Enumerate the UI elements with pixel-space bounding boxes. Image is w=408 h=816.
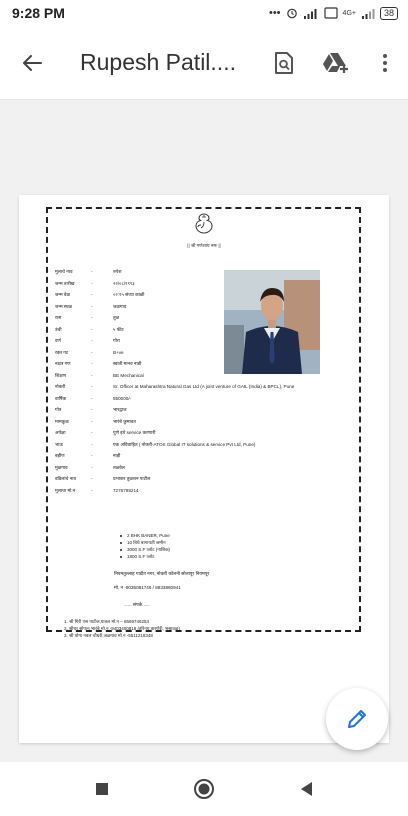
list-item: 1. श्री गिरी एस पाटील,यावल मो.न – 8669746254	[64, 619, 150, 624]
alarm-icon	[286, 7, 298, 19]
row-label: उंची	[55, 326, 62, 332]
list-item: 3. श्री योगा नवल चौधरी,जळगाव मो.न -5511218348	[64, 633, 153, 638]
biodata-row: शिक्षण - BE Mechanical	[55, 372, 144, 378]
biodata-row: मुलाचा मो.न - 7276788214	[55, 487, 139, 493]
row-value: २२/०८/१९९३	[113, 280, 135, 286]
row-label: जन्म वेळ	[55, 292, 70, 297]
list-item: 2. श्रीधर सोपान भारंबे मो.न -9403400818 (हरिनय वारणेरी, भुसावळ)	[64, 626, 180, 631]
row-label: वडिलांचे नाव	[55, 476, 76, 481]
app-bar-actions	[258, 26, 408, 100]
biodata-row: रास - तुळ	[55, 315, 120, 320]
row-label: रास	[55, 315, 62, 320]
biodata-row: अपेक्षा - पुणे इथे service करणारी	[55, 430, 156, 435]
row-label: रक्त गट	[55, 349, 69, 355]
list-item: 3000 S.F प्लॉट (नाशिक)	[119, 546, 170, 553]
status-time: 9:28 PM	[12, 5, 65, 21]
row-label: मुलाचे नाव	[55, 269, 73, 274]
status-bar	[0, 0, 408, 26]
profile-photo	[224, 270, 320, 374]
row-value: 550000/-	[113, 395, 132, 401]
row-value: पुणे इथे service करणारी	[113, 430, 156, 435]
row-label: वार्षिक	[55, 395, 67, 401]
row-label: मामकुळ	[55, 418, 69, 424]
edit-pencil-icon	[346, 708, 368, 730]
row-value: Sr. Officer at Maharashtra Natural Gas Ltd (A joint venture of GAIL (India) & BPCL), Pune	[113, 384, 295, 389]
row-value: भारद्वाज	[113, 407, 127, 412]
biodata-row: मामकुळ - भारंबे कुमावत	[55, 418, 136, 424]
property-list	[119, 532, 170, 560]
biodata-row: नोकरी - Sr. Officer at Maharashtra Natural Gas Ltd (A joint venture of GAIL (India) & BPCL), Pune	[55, 384, 295, 389]
row-label: अपेक्षा	[55, 430, 66, 435]
list-item: 1800 S.F प्लॉट	[119, 553, 170, 560]
row-label: भाऊ	[55, 441, 64, 447]
row-label: मुळगाव	[55, 464, 68, 470]
biodata-row: वर्ण - गोरा	[55, 338, 120, 343]
biodata-row: जन्म स्थळ - जळगाव	[55, 303, 127, 309]
row-label: बहीण	[55, 453, 65, 458]
row-value: B+ve	[113, 349, 124, 355]
back-arrow-icon[interactable]	[0, 26, 64, 100]
row-label: गोत्र	[55, 407, 62, 412]
row-value: जळगाव	[113, 303, 127, 309]
row-value: गोरा	[113, 338, 120, 343]
edit-button[interactable]	[326, 688, 388, 750]
biodata-row: नक्षत्र गण - स्वाती मानव नाडी	[55, 361, 142, 366]
biodata-row: जन्म तारीख - २२/०८/१९९३	[55, 280, 135, 286]
back-icon[interactable]	[286, 769, 326, 809]
battery-icon: 38	[380, 7, 398, 20]
references-list	[64, 618, 180, 639]
more-vert-icon[interactable]	[362, 26, 408, 100]
list-item: 2 BHK BANER, Pune	[119, 532, 170, 539]
biodata-row: गोत्र - भारद्वाज	[55, 407, 127, 412]
biodata-row: बहीण - नाही	[55, 453, 121, 458]
pdf-page	[19, 195, 389, 743]
row-value: BE Mechanical	[113, 372, 144, 378]
row-value: तळवेल	[113, 464, 125, 470]
network-type-text: 4G+	[342, 9, 356, 17]
row-value: नाही	[113, 453, 121, 458]
row-value: ५ फीट	[113, 326, 124, 332]
row-label: वर्ण	[55, 338, 61, 343]
recent-apps-icon[interactable]	[82, 769, 122, 809]
blessing-text: || श्री गणेशाय नमः ||	[187, 243, 221, 248]
row-value: रुपेश	[113, 269, 122, 274]
biodata-row: मुळगाव - तळवेल	[55, 464, 125, 470]
biodata-row: उंची - ५ फीट	[55, 326, 124, 332]
add-to-drive-icon[interactable]	[310, 26, 362, 100]
biodata-row: भाऊ - एक अविवाहित ( नोकरी-ATOS Global IT solutions & service Pvt Ltd, Pune)	[55, 441, 256, 447]
row-label: नोकरी	[55, 384, 66, 389]
biodata-row: वडिलांचे नाव - प्रभाकर तुळशन पाटील	[55, 476, 151, 481]
row-value: एक अविवाहित ( नोकरी-ATOS Global IT solutions & service Pvt Ltd, Pune)	[113, 441, 256, 447]
ganesha-logo-icon	[190, 211, 218, 237]
volte-icon	[324, 7, 338, 19]
document-viewer[interactable]	[0, 100, 408, 762]
row-label: जन्म स्थळ	[55, 303, 73, 309]
biodata-row: रक्त गट - B+ve	[55, 349, 124, 355]
row-value: प्रभाकर तुळशन पाटील	[113, 476, 151, 481]
app-bar	[0, 26, 408, 100]
row-label: नक्षत्र गण	[55, 361, 71, 366]
biodata-row: जन्म वेळ - ०२:१५ संध्या काळी	[55, 292, 145, 297]
document-title: Rupesh Patil....	[80, 49, 236, 75]
row-value: स्वाती मानव नाडी	[113, 361, 142, 366]
status-icons	[269, 7, 398, 20]
more-dots-icon: •••	[268, 7, 281, 19]
contact-heading: ...... संपर्क......	[124, 602, 150, 607]
row-label: शिक्षण	[55, 372, 66, 378]
find-in-page-icon[interactable]	[258, 26, 310, 100]
system-nav-bar	[0, 762, 408, 816]
row-label: जन्म तारीख	[55, 280, 75, 286]
biodata-row: वार्षिक - 550000/-	[55, 395, 132, 401]
row-value: भारंबे कुमावत	[113, 418, 136, 424]
signal-2-icon	[361, 8, 375, 19]
row-value: ०२:१५ संध्या काळी	[113, 292, 145, 297]
phones-text: मो. न -9035081746 / 8833880941	[114, 585, 181, 590]
biodata-row: मुलाचे नाव - रुपेश	[55, 269, 122, 274]
row-label: मुलाचा मो.न	[55, 487, 76, 493]
list-item: 10 बिघे बागायती जमीन	[119, 539, 170, 546]
address-text: नियमतुल्लाह गाडीत नगर, नोकरी कॉलनी सोलापूर नियमपूर	[114, 571, 210, 576]
row-value: 7276788214	[113, 487, 139, 493]
row-value: तुळ	[113, 315, 120, 320]
signal-icon	[303, 8, 319, 19]
home-icon[interactable]	[184, 769, 224, 809]
